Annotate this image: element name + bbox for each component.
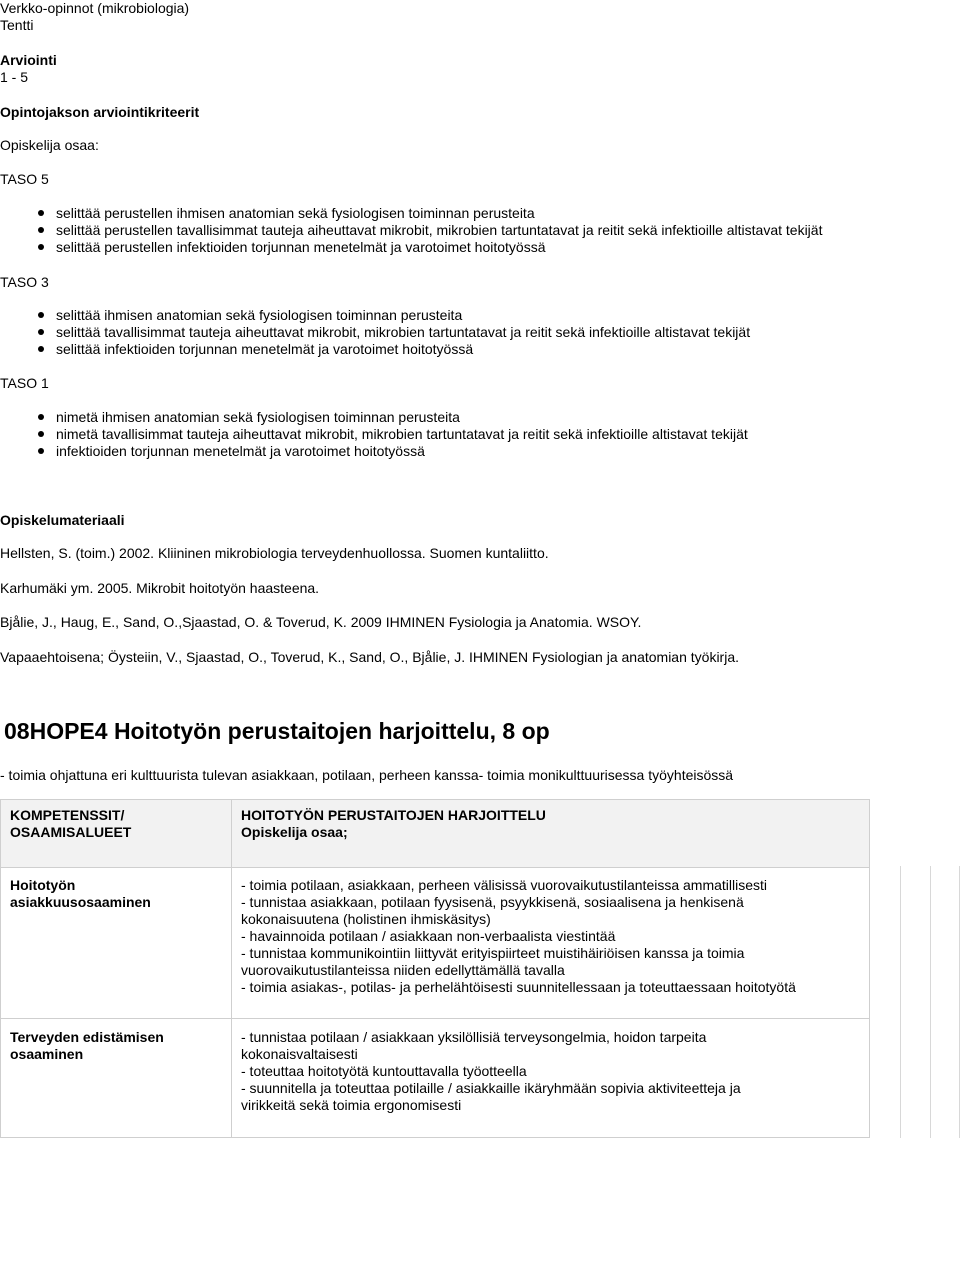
header-left-line: OSAAMISALUEET xyxy=(10,824,132,840)
row-label-cell xyxy=(1,868,232,1019)
level-5-criteria-list xyxy=(0,205,822,256)
row-content-line: - havainnoida potilaan / asiakkaan non-verbaalista viestintää xyxy=(241,928,616,944)
level-label-5: TASO 5 xyxy=(0,171,49,187)
row-label-line: asiakkuusosaaminen xyxy=(10,894,151,910)
row-label-line: Terveyden edistämisen xyxy=(10,1029,164,1045)
course-description: - toimia ohjattuna eri kulttuurista tulevan asiakkaan, potilaan, perheen kanssa- toimia monikulttuurisessa työyhteisössä xyxy=(0,767,734,783)
program-title: Verkko-opinnot (mikrobiologia) xyxy=(0,0,190,16)
row-label-line: osaaminen xyxy=(10,1046,84,1062)
row-content-line: - toimia potilaan, asiakkaan, perheen välisissä vuorovaikutustilanteissa ammatillisesti xyxy=(241,877,768,893)
level-label-1: TASO 1 xyxy=(0,375,49,391)
row-content-line: - suunnitella ja toteuttaa potilaille / asiakkaille ikäryhmään sopivia aktiviteetteja ja xyxy=(241,1080,741,1096)
row-content-line: kokonaisuutena (holistinen ihmiskäsitys) xyxy=(241,911,491,927)
row-content-line: vuorovaikutustilanteissa niiden edellyttämällä tavalla xyxy=(241,962,565,978)
list-item: nimetä ihmisen anatomian sekä fysiologisen toiminnan perusteita xyxy=(0,409,748,426)
row-content-line: - toimia asiakas-, potilas- ja perhelähtöisesti suunnitellessaan ja toteuttaessaan hoitotyötä xyxy=(241,979,796,995)
level-1-criteria-list xyxy=(0,409,748,460)
criteria-heading: Opintojakson arviointikriteerit xyxy=(0,104,200,120)
list-item: selittää perustellen tavallisimmat tauteja aiheuttavat mikrobit, mikrobien tartuntatavat ja reitit sekä infektioille altistavat tekijät xyxy=(0,222,822,239)
material-reference: Bjålie, J., Haug, E., Sand, O.,Sjaastad, O. & Toverud, K. 2009 IHMINEN Fysiologia ja Anatomia. WSOY. xyxy=(0,614,642,630)
material-reference: Hellsten, S. (toim.) 2002. Kliininen mikrobiologia terveydenhuollossa. Suomen kuntaliitto. xyxy=(0,545,549,561)
header-cell-practice xyxy=(232,800,870,868)
table-row xyxy=(1,1019,870,1138)
course-title: 08HOPE4 Hoitotyön perustaitojen harjoittelu, 8 op xyxy=(4,718,550,744)
list-item: selittää ihmisen anatomian sekä fysiologisen toiminnan perusteita xyxy=(0,307,750,324)
divider xyxy=(930,866,931,1138)
header-right-line: Opiskelija osaa; xyxy=(241,824,348,840)
row-content-cell xyxy=(232,1019,870,1138)
criteria-intro: Opiskelija osaa: xyxy=(0,137,99,153)
header-cell-competences xyxy=(1,800,232,868)
row-content-line: - toteuttaa hoitotyötä kuntouttavalla työotteella xyxy=(241,1063,527,1079)
grading-scale: 1 - 5 xyxy=(0,69,29,85)
competence-table xyxy=(0,799,870,1138)
level-label-3: TASO 3 xyxy=(0,274,49,290)
assessment-method: Tentti xyxy=(0,17,34,33)
list-item: nimetä tavallisimmat tauteja aiheuttavat mikrobit, mikrobien tartuntatavat ja reitit sekä infektioille altistavat tekijät xyxy=(0,426,748,443)
row-label-line: Hoitotyön xyxy=(10,877,76,893)
table-column-stripes xyxy=(870,866,960,1138)
table-header-row xyxy=(1,800,870,868)
row-content-line: - tunnistaa potilaan / asiakkaan yksilöllisiä terveysongelmia, hoidon tarpeita xyxy=(241,1029,707,1045)
header-right-line: HOITOTYÖN PERUSTAITOJEN HARJOITTELU xyxy=(241,807,546,823)
row-content-line: - tunnistaa asiakkaan, potilaan fyysisenä, psyykkisenä, sosiaalisena ja henkisenä xyxy=(241,894,744,910)
materials-heading: Opiskelumateriaali xyxy=(0,512,125,528)
table-row xyxy=(1,868,870,1019)
list-item: selittää infektioiden torjunnan menetelmät ja varotoimet hoitotyössä xyxy=(0,341,750,358)
list-item: selittää perustellen ihmisen anatomian sekä fysiologisen toiminnan perusteita xyxy=(0,205,822,222)
list-item: selittää perustellen infektioiden torjunnan menetelmät ja varotoimet hoitotyössä xyxy=(0,239,822,256)
divider xyxy=(900,866,901,1138)
list-item: selittää tavallisimmat tauteja aiheuttavat mikrobit, mikrobien tartuntatavat ja reitit sekä infektioille altistavat tekijät xyxy=(0,324,750,341)
material-reference: Karhumäki ym. 2005. Mikrobit hoitotyön haasteena. xyxy=(0,580,320,596)
material-reference: Vapaaehtoisena; Öysteiin, V., Sjaastad, O., Toverud, K., Sand, O., Bjålie, J. IHMINEN Fysiologian ja anatomian työkirja. xyxy=(0,649,739,665)
row-content-cell xyxy=(232,868,870,1019)
level-3-criteria-list xyxy=(0,307,750,358)
row-label-cell xyxy=(1,1019,232,1138)
list-item: infektioiden torjunnan menetelmät ja varotoimet hoitotyössä xyxy=(0,443,748,460)
header-left-line: KOMPETENSSIT/ xyxy=(10,807,125,823)
row-content-line: virikkeitä sekä toimia ergonomisesti xyxy=(241,1097,462,1113)
row-content-line: kokonaisvaltaisesti xyxy=(241,1046,358,1062)
row-content-line: - tunnistaa kommunikointiin liittyvät erityispiirteet muistihäiriöisen kanssa ja toimia xyxy=(241,945,745,961)
grading-heading: Arviointi xyxy=(0,52,57,68)
